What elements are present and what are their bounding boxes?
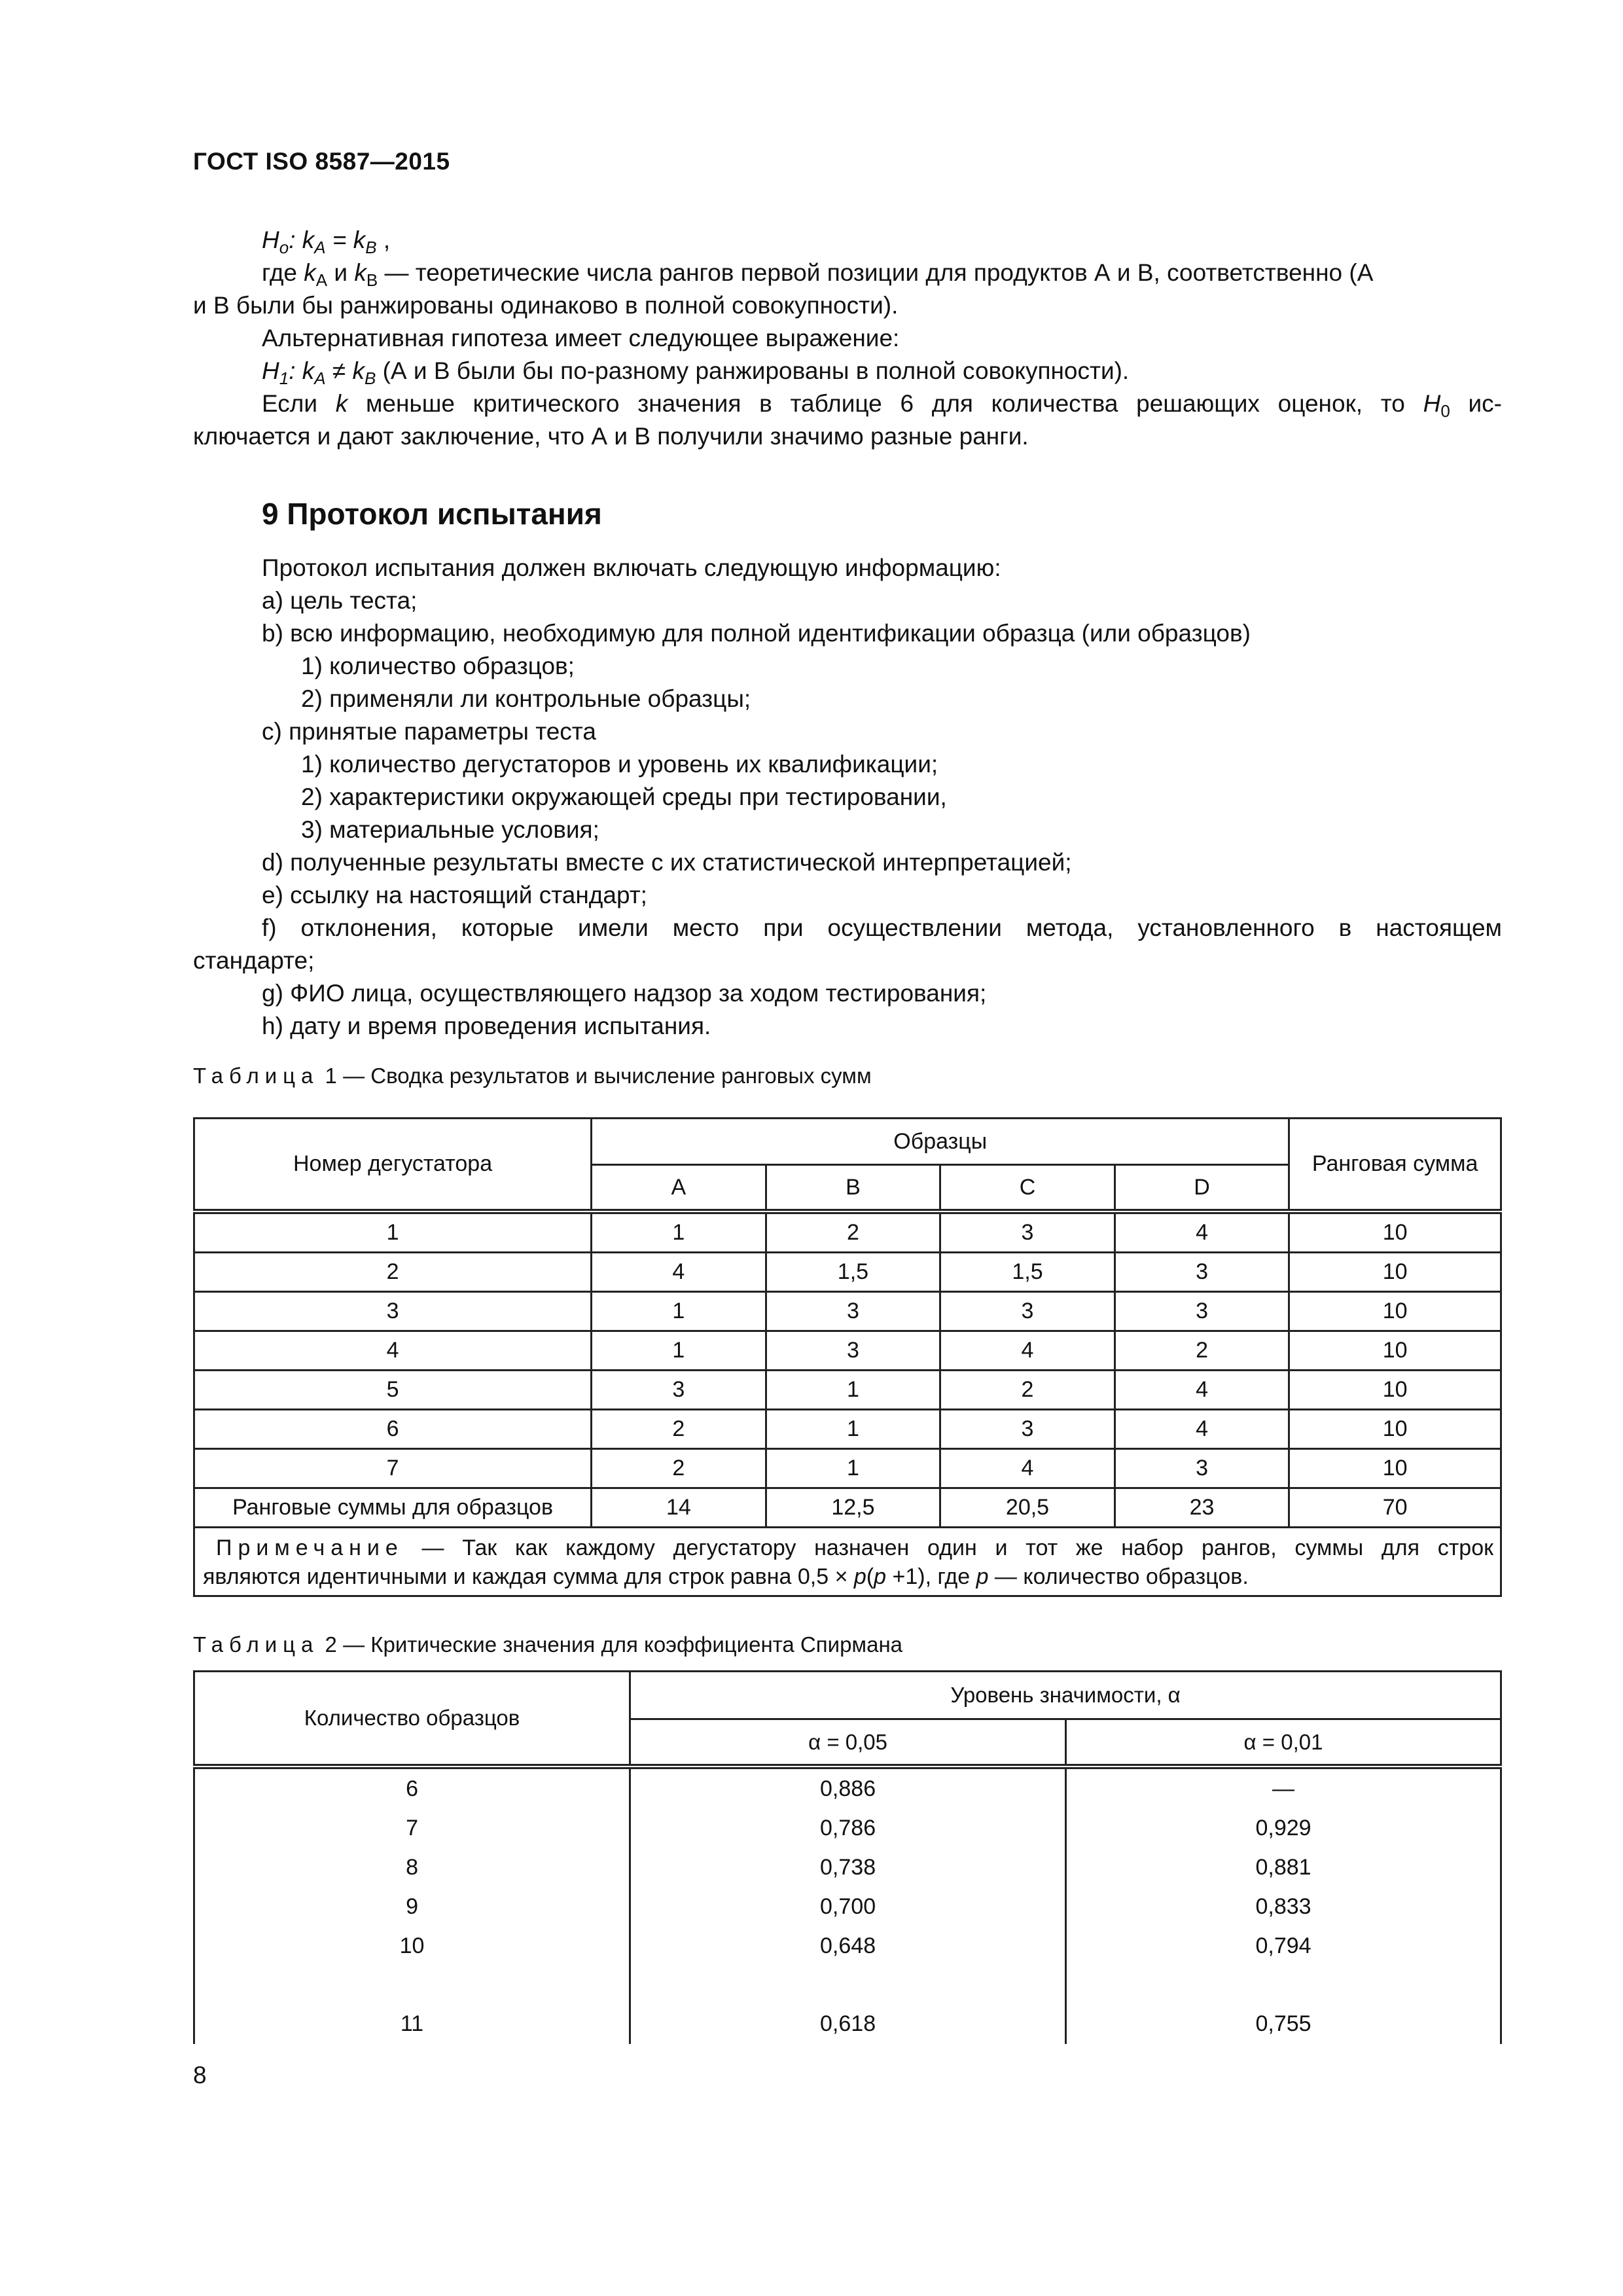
table-row [194, 1449, 1501, 1488]
protocol-item-g: g) ФИО лица, осуществляющего надзор за ходом тестирования; [262, 980, 987, 1007]
hypothesis-explanation-line2: и В были бы ранжированы одинаково в полной совокупности). [193, 292, 899, 319]
table-cell: 10 [1289, 1292, 1501, 1331]
table-cell: 12,5 [766, 1488, 940, 1528]
table-row [194, 1253, 1501, 1292]
table-cell: 9 [194, 1887, 630, 1926]
table-cell: 0,738 [630, 1848, 1066, 1887]
col-header-significance: Уровень значимости, α [630, 1672, 1501, 1719]
table-row [194, 1410, 1501, 1449]
col-header-samples: Образцы [592, 1119, 1289, 1165]
protocol-item-h: h) дату и время проведения испытания. [262, 1013, 711, 1039]
table-cell: 3 [766, 1292, 940, 1331]
table-cell: 10 [1289, 1410, 1501, 1449]
table-cell: 0,786 [630, 1808, 1066, 1848]
table-cell: 1 [194, 1211, 592, 1253]
table-cell: 3 [766, 1331, 940, 1371]
protocol-intro: Протокол испытания должен включать следующую информацию: [262, 554, 1001, 581]
document-header: ГОСТ ISO 8587—2015 [193, 148, 450, 175]
table-cell: 0,881 [1066, 1848, 1501, 1887]
table-note: Примечание — Так как каждому дегустатору назначен один и тот же набор рангов, суммы для строк являются идентичными и каждая сумма для строк равна 0,5 × p(p +1), где p — количество образцов. [194, 1528, 1501, 1596]
table-cell: 1 [592, 1331, 766, 1371]
table-cell: 70 [1289, 1488, 1501, 1528]
table-cell: 3 [1115, 1292, 1289, 1331]
col-header-sample-b: B [766, 1165, 940, 1212]
table-cell: 3 [1115, 1253, 1289, 1292]
table-cell: 7 [194, 1449, 592, 1488]
table-row [194, 1767, 1501, 1808]
protocol-item-e: e) ссылку на настоящий стандарт; [262, 882, 647, 908]
table-cell: 6 [194, 1767, 630, 1808]
table-cell: 1 [592, 1211, 766, 1253]
table2-caption: Таблица 2 — Критические значения для коэффициента Спирмана [193, 1632, 903, 1657]
table-cell: 4 [1115, 1410, 1289, 1449]
table-cell: 3 [940, 1211, 1115, 1253]
table-cell: 23 [1115, 1488, 1289, 1528]
table-cell: 10 [1289, 1371, 1501, 1410]
table-cell: 0,833 [1066, 1887, 1501, 1926]
table-row [194, 1371, 1501, 1410]
table-cell: 2 [766, 1211, 940, 1253]
col-header-sample-c: C [940, 1165, 1115, 1212]
table-cell: 0,648 [630, 1926, 1066, 1965]
protocol-item-b1: 1) количество образцов; [301, 653, 575, 679]
protocol-item-b2: 2) применяли ли контрольные образцы; [301, 685, 751, 712]
table-cell: 10 [194, 1926, 630, 1965]
table-cell: 1 [766, 1449, 940, 1488]
table-cell: 0,886 [630, 1767, 1066, 1808]
alt-hypothesis-intro: Альтернативная гипотеза имеет следующее выражение: [262, 325, 900, 351]
table-row-totals [194, 1488, 1501, 1528]
table-cell: 10 [1289, 1211, 1501, 1253]
table-cell: 0,700 [630, 1887, 1066, 1926]
col-header-sample-a: A [592, 1165, 766, 1212]
table-cell [630, 1965, 1066, 2003]
table-cell: 2 [592, 1449, 766, 1488]
table-cell: 10 [1289, 1331, 1501, 1371]
null-hypothesis: $H_o$: $k_A = k_B$ , [262, 226, 391, 257]
table-cell: 14 [592, 1488, 766, 1528]
table-cell: 4 [940, 1331, 1115, 1371]
table-row [194, 1887, 1501, 1926]
table-cell: 4 [194, 1331, 592, 1371]
protocol-item-d: d) полученные результаты вместе с их статистической интерпретацией; [262, 849, 1072, 876]
table-row [194, 1331, 1501, 1371]
table-cell: 4 [592, 1253, 766, 1292]
table-cell: 0,618 [630, 2003, 1066, 2044]
protocol-item-f-cont: стандарте; [193, 947, 315, 974]
hypothesis-explanation-line1: где $k_A$ и $k_B$ — теоретические числа рангов первой позиции для продуктов А и В, соответственно (А [262, 259, 1374, 290]
protocol-item-c: c) принятые параметры теста [262, 718, 596, 745]
table-cell: 4 [940, 1449, 1115, 1488]
table-cell: 3 [940, 1292, 1115, 1331]
alt-hypothesis: $H_1$: $k_A \ne k_B$ (А и В были бы по-разному ранжированы в полной совокупности). [262, 357, 1130, 388]
table-row [194, 1808, 1501, 1848]
col-header-sample-d: D [1115, 1165, 1289, 1212]
protocol-item-c3: 3) материальные условия; [301, 816, 599, 843]
table-row [194, 1292, 1501, 1331]
table1-caption: Таблица 1 — Сводка результатов и вычисление ранговых сумм [193, 1064, 872, 1088]
table-cell: 1 [766, 1410, 940, 1449]
table-cell: 11 [194, 2003, 630, 2044]
col-header-rank-sum: Ранговая сумма [1289, 1119, 1501, 1212]
protocol-item-c2: 2) характеристики окружающей среды при тестировании, [301, 783, 947, 810]
table-cell: 3 [940, 1410, 1115, 1449]
table-cell: 1 [592, 1292, 766, 1331]
rejection-rule-line1: Если k меньше критического значения в таблице 6 для количества решающих оценок, то $H_0$ ис- [262, 390, 1502, 421]
table-row [194, 2003, 1501, 2044]
protocol-item-f: f) отклонения, которые имели место при осуществлении метода, установленного в настоящем [262, 914, 1502, 941]
protocol-item-c1: 1) количество дегустаторов и уровень их квалификации; [301, 751, 938, 778]
table-cell: 10 [1289, 1253, 1501, 1292]
table-cell: 8 [194, 1848, 630, 1887]
table-cell: 3 [1115, 1449, 1289, 1488]
table-cell: 20,5 [940, 1488, 1115, 1528]
table-cell: — [1066, 1767, 1501, 1808]
col-header-alpha-001: α = 0,01 [1066, 1719, 1501, 1767]
table-cell: 0,755 [1066, 2003, 1501, 2044]
table-cell: 2 [194, 1253, 592, 1292]
table-cell: 4 [1115, 1371, 1289, 1410]
col-header-alpha-005: α = 0,05 [630, 1719, 1066, 1767]
rejection-rule-line2: ключается и дают заключение, что А и В получили значимо разные ранги. [193, 423, 1029, 450]
table-row-spacer [194, 1965, 1501, 2003]
rank-sum-table [193, 1117, 1502, 1597]
table-cell: 1 [766, 1371, 940, 1410]
table-cell [1066, 1965, 1501, 2003]
table-cell: 1,5 [766, 1253, 940, 1292]
spearman-critical-values-table [193, 1670, 1502, 2044]
table-cell: 2 [592, 1410, 766, 1449]
table-row [194, 1926, 1501, 1965]
protocol-item-b: b) всю информацию, необходимую для полной идентификации образца (или образцов) [262, 620, 1251, 647]
table-cell: 7 [194, 1808, 630, 1848]
table-cell: 3 [592, 1371, 766, 1410]
table-cell: 10 [1289, 1449, 1501, 1488]
table-cell: 2 [1115, 1331, 1289, 1371]
table-note-row [194, 1528, 1501, 1596]
col-header-sample-count: Количество образцов [194, 1672, 630, 1767]
table-cell: 1,5 [940, 1253, 1115, 1292]
table-cell: 6 [194, 1410, 592, 1449]
table-cell: 3 [194, 1292, 592, 1331]
table-row [194, 1848, 1501, 1887]
section-title: 9 Протокол испытания [262, 497, 602, 531]
table-cell: 4 [1115, 1211, 1289, 1253]
col-header-taster: Номер дегустатора [194, 1119, 592, 1212]
table-cell: 0,794 [1066, 1926, 1501, 1965]
table-cell: Ранговые суммы для образцов [194, 1488, 592, 1528]
table-row [194, 1211, 1501, 1253]
table-cell: 0,929 [1066, 1808, 1501, 1848]
table-cell: 5 [194, 1371, 592, 1410]
table-cell [194, 1965, 630, 2003]
page-number: 8 [193, 2062, 207, 2089]
protocol-item-a: a) цель теста; [262, 587, 418, 614]
table-cell: 2 [940, 1371, 1115, 1410]
